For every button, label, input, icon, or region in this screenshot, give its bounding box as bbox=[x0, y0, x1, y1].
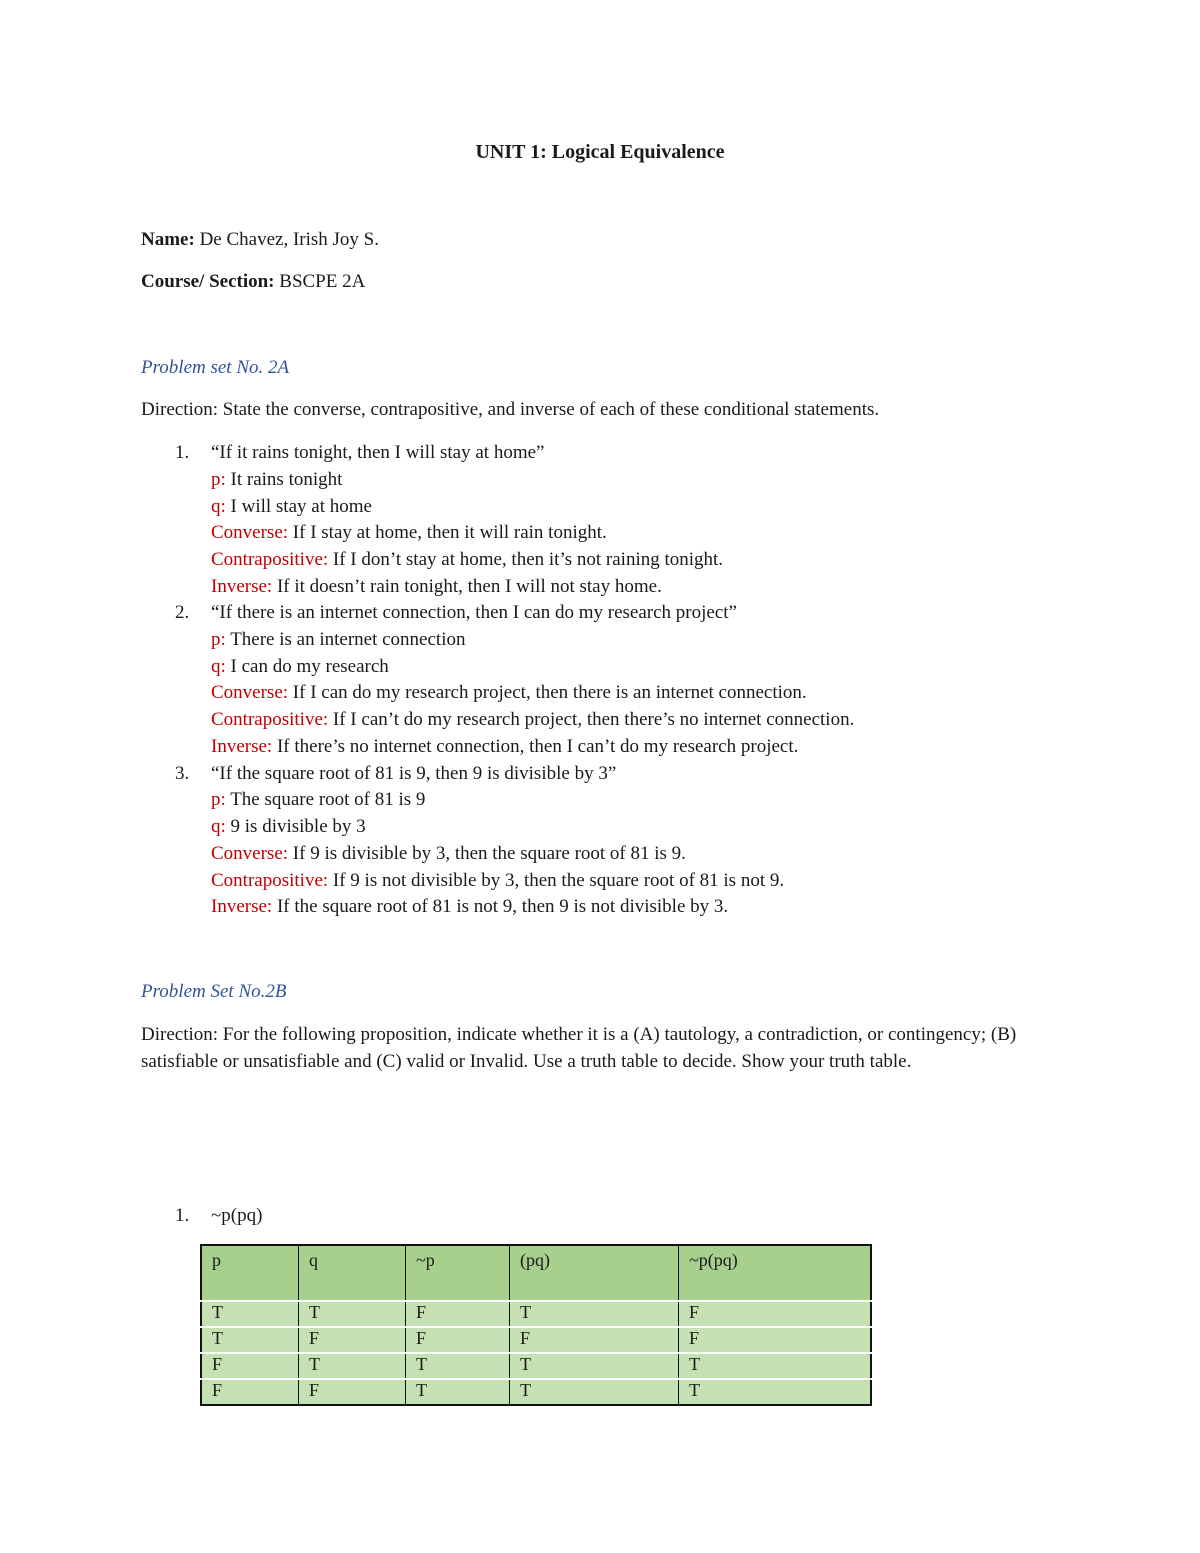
proposition-expression: ~p(pq) bbox=[211, 1205, 263, 1226]
course-line bbox=[141, 271, 365, 293]
truth-table-header bbox=[201, 1245, 871, 1301]
inverse-label: Inverse: bbox=[211, 736, 273, 757]
inverse-label: Inverse: bbox=[211, 896, 273, 917]
table-cell: F bbox=[406, 1327, 510, 1353]
contrapositive-text: If 9 is not divisible by 3, then the square root of 81 is not 9. bbox=[328, 870, 785, 891]
item-3-number: 3. bbox=[175, 763, 190, 784]
item-3-contrapositive bbox=[211, 870, 784, 892]
converse-text: If I can do my research project, then there is an internet connection. bbox=[288, 682, 807, 703]
table-cell: F bbox=[201, 1379, 299, 1405]
item-2-statement: “If there is an internet connection, then I can do my research project” bbox=[211, 602, 737, 623]
q-label: q: bbox=[211, 816, 226, 837]
item-2-inverse bbox=[211, 736, 798, 758]
name-value: De Chavez, Irish Joy S. bbox=[194, 229, 379, 250]
header-cell: p bbox=[201, 1245, 299, 1301]
converse-label: Converse: bbox=[211, 682, 289, 703]
q-text: 9 is divisible by 3 bbox=[225, 816, 366, 837]
table-row bbox=[201, 1379, 871, 1405]
q-label: q: bbox=[211, 496, 226, 517]
q-text: I will stay at home bbox=[225, 496, 372, 517]
table-cell: T bbox=[679, 1353, 872, 1379]
item-3-statement: “If the square root of 81 is 9, then 9 is divisible by 3” bbox=[211, 763, 617, 784]
table-cell: F bbox=[679, 1327, 872, 1353]
table-cell: F bbox=[510, 1327, 679, 1353]
course-value: BSCPE 2A bbox=[274, 271, 366, 292]
item-3-converse bbox=[211, 843, 686, 865]
table-cell: T bbox=[679, 1379, 872, 1405]
item-2-converse bbox=[211, 682, 807, 704]
contrapositive-label: Contrapositive: bbox=[211, 549, 329, 570]
header-cell: q bbox=[299, 1245, 406, 1301]
item-2-contrapositive bbox=[211, 709, 854, 731]
course-label: Course/ Section: bbox=[141, 271, 275, 292]
p-text: There is an internet connection bbox=[225, 629, 466, 650]
table-cell: T bbox=[299, 1301, 406, 1327]
item-2-q bbox=[211, 656, 389, 678]
item-2-number: 2. bbox=[175, 602, 190, 623]
table-cell: F bbox=[299, 1379, 406, 1405]
table-cell: T bbox=[510, 1379, 679, 1405]
contrapositive-label: Contrapositive: bbox=[211, 709, 329, 730]
item-1-inverse bbox=[211, 576, 662, 598]
contrapositive-label: Contrapositive: bbox=[211, 870, 329, 891]
inverse-text: If it doesn’t rain tonight, then I will not stay home. bbox=[272, 576, 662, 597]
inverse-text: If the square root of 81 is not 9, then 9 is not divisible by 3. bbox=[272, 896, 729, 917]
name-line bbox=[141, 229, 379, 251]
table-cell: T bbox=[510, 1353, 679, 1379]
page-title: UNIT 1: Logical Equivalence bbox=[475, 141, 725, 163]
table-row bbox=[201, 1353, 871, 1379]
table-cell: T bbox=[201, 1327, 299, 1353]
table-cell: T bbox=[510, 1301, 679, 1327]
table-cell: T bbox=[406, 1379, 510, 1405]
converse-text: If I stay at home, then it will rain tonight. bbox=[288, 522, 607, 543]
problem-set-2a-direction: Direction: State the converse, contrapositive, and inverse of each of these conditional statements. bbox=[141, 399, 880, 420]
contrapositive-text: If I don’t stay at home, then it’s not raining tonight. bbox=[328, 549, 724, 570]
problem-set-2b-direction: Direction: For the following proposition, indicate whether it is a (A) tautology, a contradiction, or contingency; (B) satisfiable or unsatisfiable and (C) valid or Invalid. Use a truth table to decide. Show your truth table. bbox=[141, 1024, 1017, 1072]
item-1-p bbox=[211, 469, 342, 491]
table-cell: F bbox=[201, 1353, 299, 1379]
item-1-number: 1. bbox=[175, 442, 190, 463]
item-3-p bbox=[211, 789, 425, 811]
inverse-label: Inverse: bbox=[211, 576, 273, 597]
item-2-p bbox=[211, 629, 465, 651]
header-cell: (pq) bbox=[510, 1245, 679, 1301]
truth-table bbox=[200, 1244, 872, 1406]
name-label: Name: bbox=[141, 229, 195, 250]
table-cell: T bbox=[201, 1301, 299, 1327]
item-1-statement: “If it rains tonight, then I will stay at home” bbox=[211, 442, 545, 463]
item-3-inverse bbox=[211, 896, 728, 918]
table-cell: F bbox=[299, 1327, 406, 1353]
problem-set-2b-heading: Problem Set No.2B bbox=[141, 981, 287, 1002]
converse-text: If 9 is divisible by 3, then the square root of 81 is 9. bbox=[288, 843, 686, 864]
converse-label: Converse: bbox=[211, 522, 289, 543]
table-cell: T bbox=[299, 1353, 406, 1379]
table-row bbox=[201, 1301, 871, 1327]
table-cell: F bbox=[679, 1301, 872, 1327]
converse-label: Converse: bbox=[211, 843, 289, 864]
p-label: p: bbox=[211, 629, 226, 650]
item-3-q bbox=[211, 816, 366, 838]
p-label: p: bbox=[211, 789, 226, 810]
table-cell: T bbox=[406, 1353, 510, 1379]
contrapositive-text: If I can’t do my research project, then there’s no internet connection. bbox=[328, 709, 855, 730]
problem-set-2a-heading: Problem set No. 2A bbox=[141, 357, 290, 378]
header-cell: ~p(pq) bbox=[679, 1245, 872, 1301]
q-label: q: bbox=[211, 656, 226, 677]
item-1-q bbox=[211, 496, 372, 518]
p-text: It rains tonight bbox=[225, 469, 343, 490]
q-text: I can do my research bbox=[225, 656, 389, 677]
proposition-number: 1. bbox=[175, 1205, 190, 1226]
inverse-text: If there’s no internet connection, then I can’t do my research project. bbox=[272, 736, 799, 757]
table-row bbox=[201, 1327, 871, 1353]
p-text: The square root of 81 is 9 bbox=[225, 789, 426, 810]
item-1-contrapositive bbox=[211, 549, 723, 571]
item-1-converse bbox=[211, 522, 607, 544]
table-cell: F bbox=[406, 1301, 510, 1327]
header-cell: ~p bbox=[406, 1245, 510, 1301]
p-label: p: bbox=[211, 469, 226, 490]
